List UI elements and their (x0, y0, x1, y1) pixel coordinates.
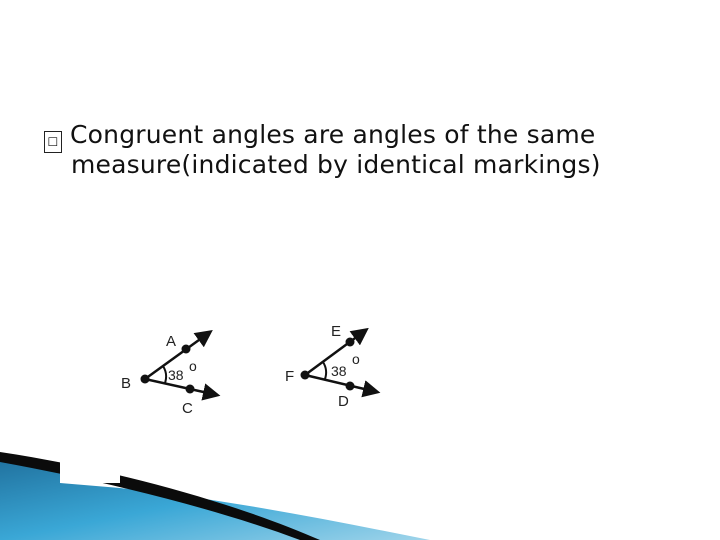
left-angle (121, 332, 217, 417)
angle-arc-f (323, 362, 326, 379)
bullet-checkbox-icon: ☐ (44, 131, 62, 153)
label-d: D (338, 393, 349, 410)
swoosh-white-patch (60, 458, 120, 483)
angle-arc-b (163, 366, 166, 383)
bullet-line-2: measure(indicated by identical markings) (71, 150, 601, 179)
label-a: A (166, 333, 177, 350)
point-d (346, 382, 355, 391)
point-f (301, 371, 310, 380)
right-angle (285, 323, 377, 410)
point-e (346, 338, 355, 347)
point-b (141, 375, 150, 384)
label-e: E (331, 323, 342, 340)
measure-right: 38 (331, 363, 347, 379)
label-b: B (121, 375, 132, 392)
measure-left: 38 (168, 367, 184, 383)
point-a (182, 345, 191, 354)
bullet-line-1: Congruent angles are angles of the same (70, 120, 596, 149)
label-f: F (285, 368, 295, 385)
degree-mark-right: o (352, 351, 360, 367)
decorative-swoosh (0, 452, 430, 540)
degree-mark-left: o (189, 358, 197, 374)
point-c (186, 385, 195, 394)
label-c: C (182, 400, 193, 417)
